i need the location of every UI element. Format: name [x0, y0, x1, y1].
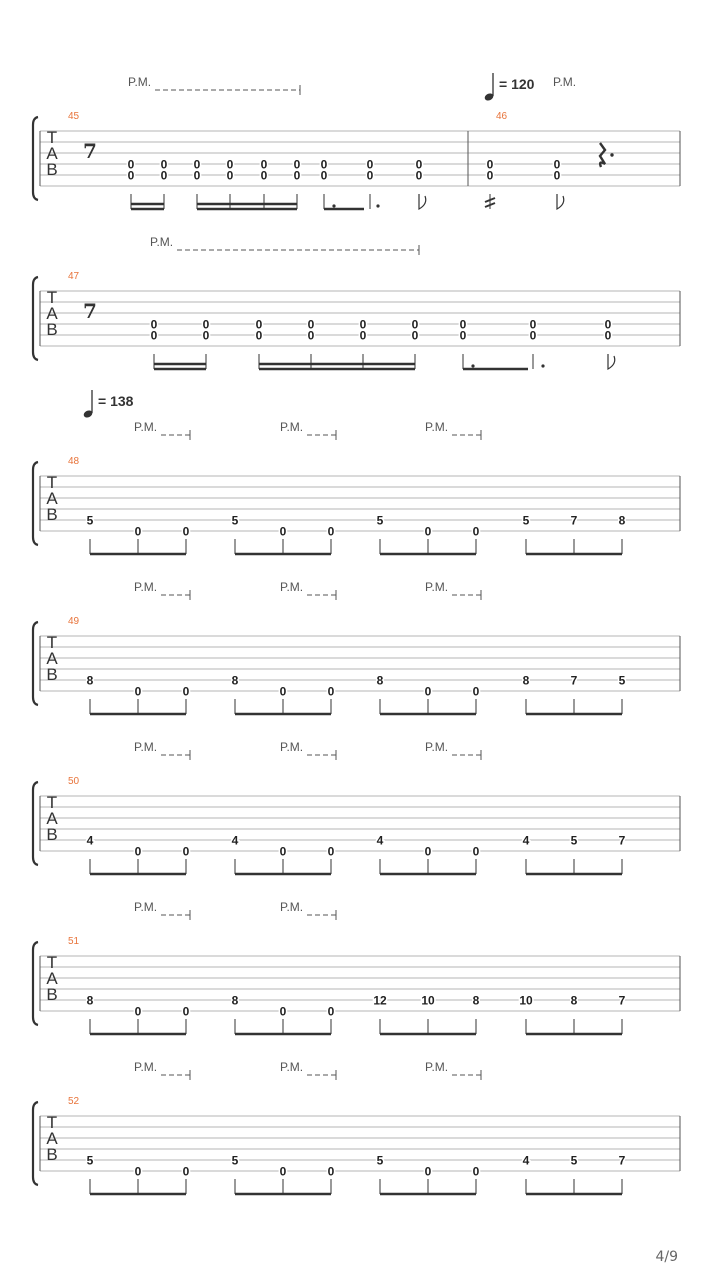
- fret-number: 5: [231, 1153, 239, 1168]
- tab-clef-letter: B: [46, 665, 58, 684]
- fret-number: 0: [202, 317, 210, 332]
- system-bracket: [33, 782, 38, 865]
- fret-number: 0: [279, 684, 287, 699]
- fret-number: 5: [86, 1153, 94, 1168]
- fret-number: 5: [618, 673, 626, 688]
- fret-number: 7: [618, 1153, 626, 1168]
- tab-clef-letter: B: [46, 160, 58, 179]
- fret-number: 4: [231, 833, 239, 848]
- tab-clef-letter: B: [46, 825, 58, 844]
- fret-number: 0: [182, 844, 190, 859]
- fret-number: 0: [320, 157, 328, 172]
- fret-number: 4: [86, 833, 94, 848]
- fret-number: 10: [421, 993, 435, 1008]
- fret-number: 0: [279, 1164, 287, 1179]
- fret-number: 0: [279, 524, 287, 539]
- fret-number: 0: [359, 317, 367, 332]
- palm-mute-label: P.M.: [134, 1060, 158, 1074]
- quarter-rest-icon: [600, 143, 605, 167]
- fret-number: 8: [86, 993, 94, 1008]
- fret-number: 0: [529, 317, 537, 332]
- palm-mute-label: P.M.: [134, 900, 158, 914]
- fret-number: 0: [415, 157, 423, 172]
- fret-number: 7: [618, 993, 626, 1008]
- augmentation-dot: [471, 364, 474, 367]
- fret-number: 0: [134, 844, 142, 859]
- tab-clef-letter: A: [46, 304, 58, 323]
- fret-number: 4: [522, 833, 530, 848]
- tab-clef-letter: B: [46, 1145, 58, 1164]
- fret-number: 0: [320, 168, 328, 183]
- fret-number: 0: [486, 157, 494, 172]
- tab-clef-letter: T: [46, 1113, 58, 1132]
- palm-mute-label: P.M.: [134, 740, 158, 754]
- palm-mute-label: P.M.: [425, 580, 449, 594]
- palm-mute-label: P.M.: [280, 1060, 304, 1074]
- fret-number: 0: [127, 168, 135, 183]
- augmentation-dot: [376, 204, 379, 207]
- fret-number: 7: [570, 513, 578, 528]
- system-bracket: [33, 622, 38, 705]
- measure-number: 48: [68, 456, 80, 467]
- tab-clef-letter: T: [46, 633, 58, 652]
- augmentation-dot: [541, 364, 544, 367]
- system-bracket: [33, 277, 38, 360]
- fret-number: 0: [293, 157, 301, 172]
- fret-number: 8: [618, 513, 626, 528]
- fret-number: 0: [160, 157, 168, 172]
- fret-number: 8: [376, 673, 384, 688]
- fret-number: 5: [231, 513, 239, 528]
- fret-number: 0: [327, 1164, 335, 1179]
- fret-number: 0: [279, 844, 287, 859]
- fret-number: 0: [134, 524, 142, 539]
- palm-mute-label: P.M.: [280, 900, 304, 914]
- fret-number: 7: [618, 833, 626, 848]
- fret-number: 0: [424, 684, 432, 699]
- fret-number: 0: [127, 157, 135, 172]
- tab-clef-letter: T: [46, 288, 58, 307]
- fret-number: 12: [373, 993, 387, 1008]
- fret-number: 0: [459, 328, 467, 343]
- fret-number: 5: [570, 1153, 578, 1168]
- tab-clef-letter: T: [46, 953, 58, 972]
- augmentation-dot: [610, 153, 613, 156]
- system-bracket: [33, 1102, 38, 1185]
- fret-number: 0: [182, 684, 190, 699]
- fret-number: 0: [307, 317, 315, 332]
- fret-number: 0: [134, 1004, 142, 1019]
- palm-mute-label: P.M.: [553, 75, 577, 89]
- palm-mute-label: P.M.: [280, 580, 304, 594]
- tab-clef-letter: T: [46, 473, 58, 492]
- note-flag: [419, 194, 426, 209]
- augmentation-dot: [332, 204, 335, 207]
- note-flag: [608, 354, 615, 369]
- tab-clef-letter: A: [46, 489, 58, 508]
- palm-mute-label: P.M.: [134, 580, 158, 594]
- fret-number: 0: [472, 844, 480, 859]
- tab-clef-letter: A: [46, 144, 58, 163]
- fret-number: 0: [359, 328, 367, 343]
- fret-number: 0: [604, 328, 612, 343]
- fret-number: 0: [327, 1004, 335, 1019]
- eighth-rest-icon: 7: [83, 299, 97, 323]
- fret-number: 7: [570, 673, 578, 688]
- system-bracket: [33, 942, 38, 1025]
- tab-clef-letter: A: [46, 649, 58, 668]
- fret-number: 0: [327, 524, 335, 539]
- tab-clef-letter: B: [46, 320, 58, 339]
- fret-number: 0: [150, 328, 158, 343]
- fret-number: 0: [411, 328, 419, 343]
- fret-number: 0: [553, 157, 561, 172]
- fret-number: 0: [160, 168, 168, 183]
- system-bracket: [33, 462, 38, 545]
- fret-number: 0: [193, 168, 201, 183]
- fret-number: 0: [279, 1004, 287, 1019]
- fret-number: 10: [519, 993, 533, 1008]
- fret-number: 5: [376, 1153, 384, 1168]
- palm-mute-label: P.M.: [128, 75, 152, 89]
- eighth-rest-icon: 7: [83, 139, 97, 163]
- fret-number: 0: [255, 317, 263, 332]
- tab-clef-letter: A: [46, 1129, 58, 1148]
- fret-number: 0: [472, 524, 480, 539]
- palm-mute-label: P.M.: [280, 420, 304, 434]
- fret-number: 0: [553, 168, 561, 183]
- fret-number: 0: [255, 328, 263, 343]
- measure-number: 51: [68, 936, 80, 947]
- palm-mute-label: P.M.: [425, 420, 449, 434]
- fret-number: 0: [182, 1164, 190, 1179]
- fret-number: 0: [424, 844, 432, 859]
- fret-number: 0: [182, 524, 190, 539]
- palm-mute-label: P.M.: [150, 235, 174, 249]
- fret-number: 0: [226, 157, 234, 172]
- fret-number: 0: [226, 168, 234, 183]
- fret-number: 8: [472, 993, 480, 1008]
- tab-clef-letter: B: [46, 505, 58, 524]
- fret-number: 0: [134, 1164, 142, 1179]
- fret-number: 4: [522, 1153, 530, 1168]
- fret-number: 0: [293, 168, 301, 183]
- tempo-marking: = 120: [499, 76, 535, 92]
- fret-number: 0: [459, 317, 467, 332]
- fret-number: 0: [529, 328, 537, 343]
- measure-number: 45: [68, 111, 80, 122]
- fret-number: 8: [86, 673, 94, 688]
- fret-number: 4: [376, 833, 384, 848]
- measure-number: 52: [68, 1096, 80, 1107]
- tab-clef-letter: B: [46, 985, 58, 1004]
- palm-mute-label: P.M.: [280, 740, 304, 754]
- fret-number: 5: [376, 513, 384, 528]
- fret-number: 0: [260, 157, 268, 172]
- fret-number: 0: [472, 1164, 480, 1179]
- fret-number: 5: [522, 513, 530, 528]
- page-number: 4/9: [655, 1249, 678, 1265]
- system-bracket: [33, 117, 38, 200]
- palm-mute-label: P.M.: [425, 1060, 449, 1074]
- fret-number: 0: [472, 684, 480, 699]
- fret-number: 0: [424, 1164, 432, 1179]
- fret-number: 0: [327, 684, 335, 699]
- fret-number: 8: [522, 673, 530, 688]
- fret-number: 0: [260, 168, 268, 183]
- note-flag: [557, 194, 564, 209]
- measure-number: 49: [68, 616, 80, 627]
- tab-clef-letter: A: [46, 809, 58, 828]
- palm-mute-label: P.M.: [425, 740, 449, 754]
- fret-number: 0: [424, 524, 432, 539]
- fret-number: 0: [134, 684, 142, 699]
- measure-number: 46: [496, 111, 508, 122]
- fret-number: 8: [231, 673, 239, 688]
- tab-clef-letter: T: [46, 793, 58, 812]
- fret-number: 0: [307, 328, 315, 343]
- fret-number: 8: [570, 993, 578, 1008]
- fret-number: 0: [604, 317, 612, 332]
- tab-clef-letter: A: [46, 969, 58, 988]
- fret-number: 0: [182, 1004, 190, 1019]
- fret-number: 0: [486, 168, 494, 183]
- fret-number: 0: [366, 168, 374, 183]
- fret-number: 0: [150, 317, 158, 332]
- palm-mute-label: P.M.: [134, 420, 158, 434]
- fret-number: 0: [193, 157, 201, 172]
- tempo-marking: = 138: [98, 393, 134, 409]
- tab-clef-letter: T: [46, 128, 58, 147]
- fret-number: 0: [202, 328, 210, 343]
- fret-number: 0: [415, 168, 423, 183]
- measure-number: 47: [68, 271, 80, 282]
- fret-number: 0: [411, 317, 419, 332]
- measure-number: 50: [68, 776, 80, 787]
- fret-number: 0: [327, 844, 335, 859]
- fret-number: 5: [86, 513, 94, 528]
- fret-number: 0: [366, 157, 374, 172]
- fret-number: 8: [231, 993, 239, 1008]
- fret-number: 5: [570, 833, 578, 848]
